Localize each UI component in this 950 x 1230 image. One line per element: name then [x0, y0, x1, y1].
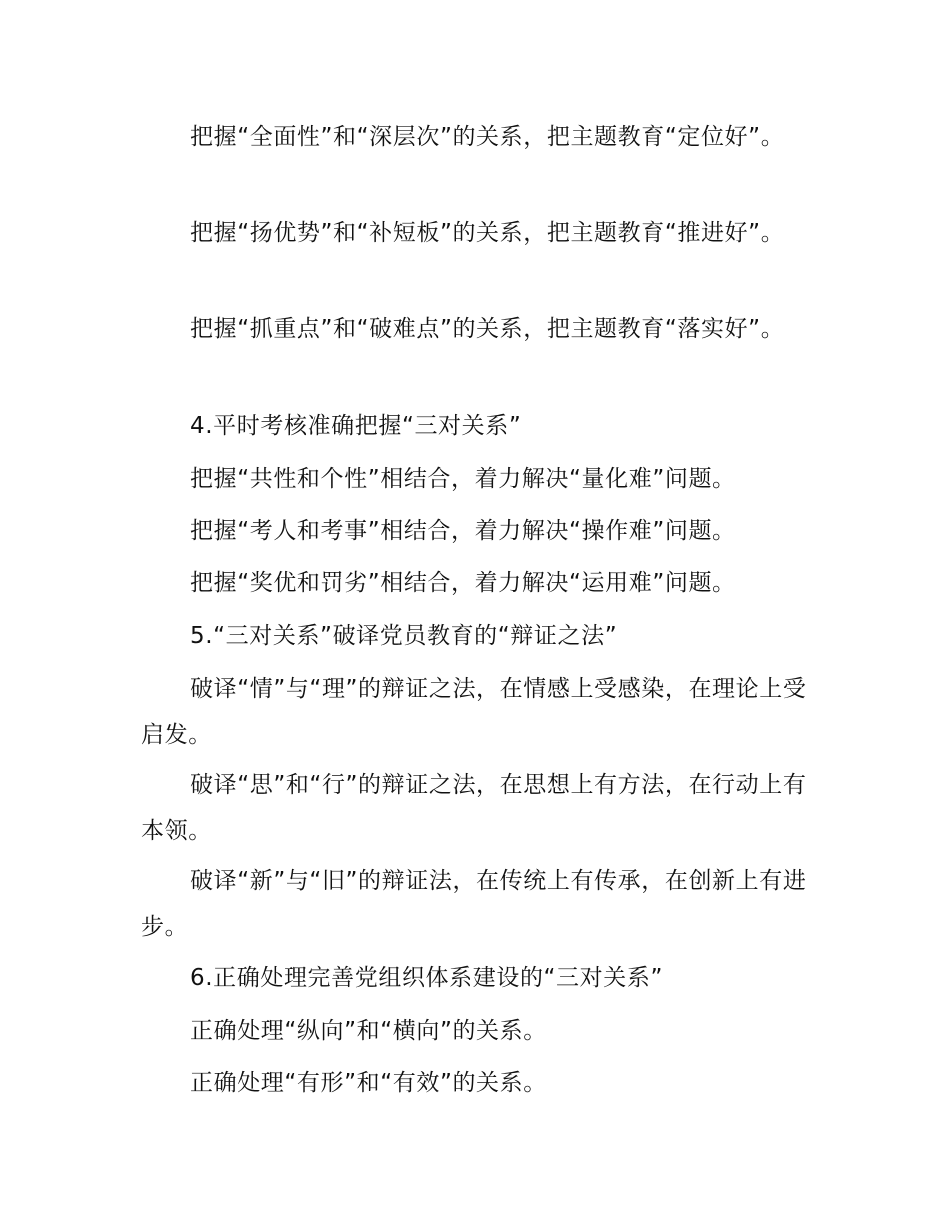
paragraph-thought-action: 破译“思”和“行”的辩证之法，在思想上有方法，在行动上有本领。 — [141, 772, 807, 844]
section-heading-6: 6.正确处理完善党组织体系建设的“三对关系” — [190, 965, 663, 991]
paragraph-relation-strengths: 把握“扬优势”和“补短板”的关系，把主题教育“推进好”。 — [190, 220, 785, 246]
paragraph-new-old: 破译“新”与“旧”的辩证法，在传统上有传承，在创新上有进步。 — [141, 868, 807, 940]
paragraph-commonality: 把握“共性和个性”相结合，着力解决“量化难”问题。 — [190, 466, 736, 492]
paragraph-relation-key-points: 把握“抓重点”和“破难点”的关系，把主题教育“落实好”。 — [190, 316, 785, 342]
paragraph-reward-punish: 把握“奖优和罚劣”相结合，着力解决“运用难”问题。 — [190, 570, 736, 596]
paragraph-emotion-reason: 破译“情”与“理”的辩证之法，在情感上受感染，在理论上受启发。 — [141, 676, 807, 748]
section-heading-5: 5.“三对关系”破译党员教育的“辩证之法” — [190, 623, 618, 649]
paragraph-relation-comprehensive: 把握“全面性”和“深层次”的关系，把主题教育“定位好”。 — [190, 124, 785, 150]
section-heading-4: 4.平时考核准确把握“三对关系” — [190, 413, 522, 439]
paragraph-vertical-horizontal: 正确处理“纵向”和“横向”的关系。 — [190, 1018, 547, 1044]
paragraph-form-effect: 正确处理“有形”和“有效”的关系。 — [190, 1070, 547, 1096]
paragraph-people-and-work: 把握“考人和考事”相结合，着力解决“操作难”问题。 — [190, 518, 736, 544]
